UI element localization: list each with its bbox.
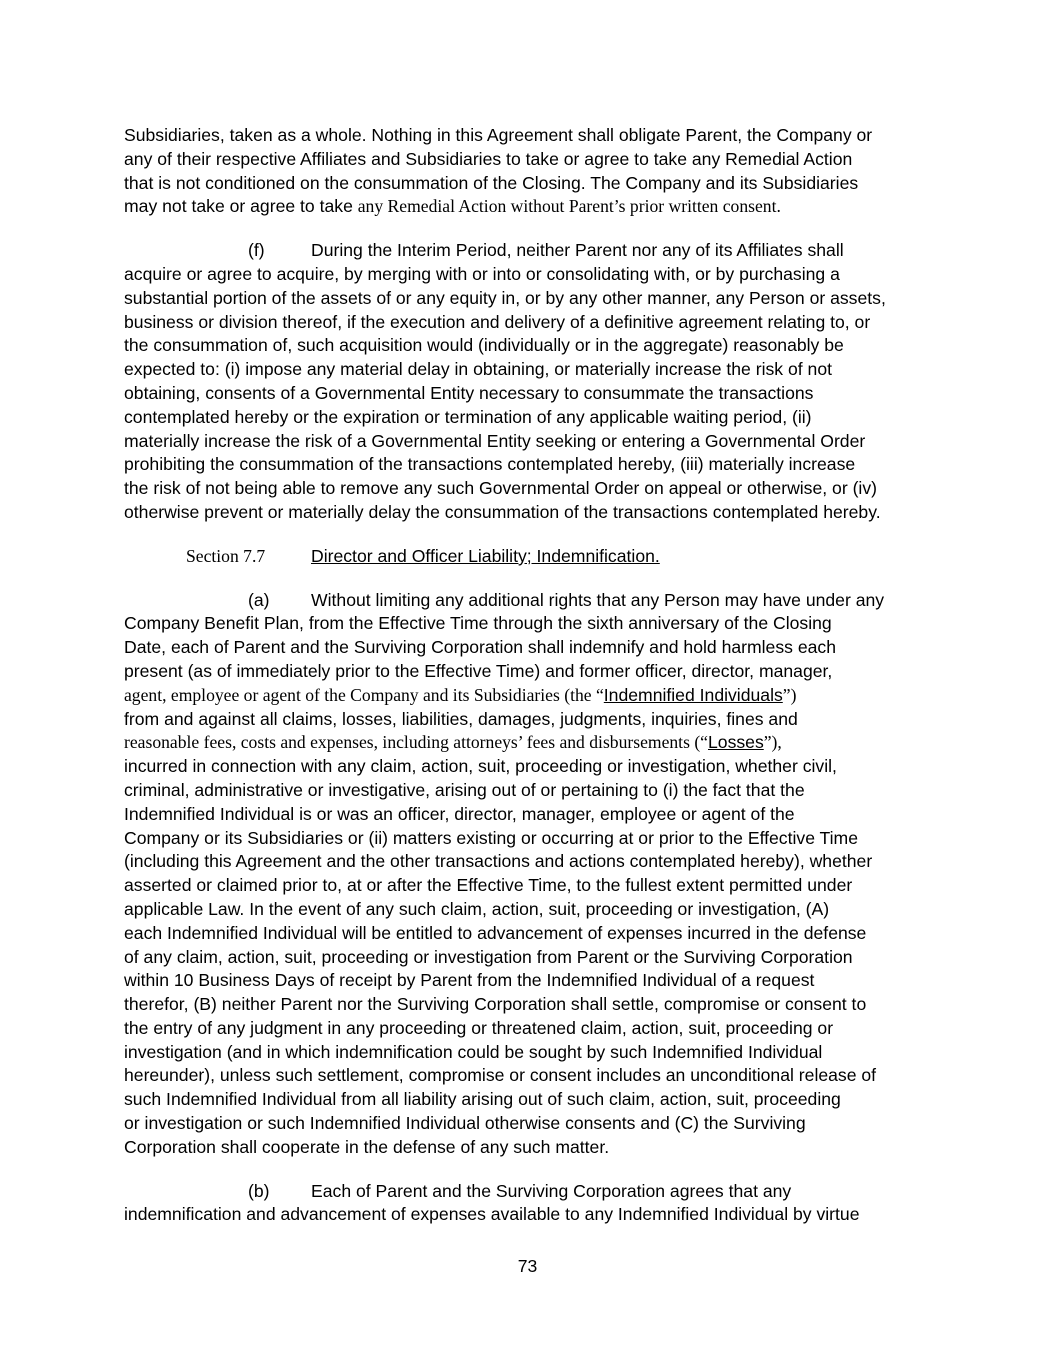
text-line [124,239,944,263]
text-line: expected to: (i) impose any material delay in obtaining, or materially increase the risk of not [124,359,833,380]
text-line: any of their respective Affiliates and Subsidiaries to take or agree to take any Remedial Action [124,148,853,169]
text-line: the consummation of, such acquisition would (individually or in the aggregate) reasonably be [124,335,844,356]
text-line: incurred in connection with any claim, action, suit, proceeding or investigation, whether civil, [124,756,837,777]
paragraph-a [124,589,944,1160]
text-line: materially increase the risk of a Governmental Entity seeking or entering a Governmental Order [124,430,866,451]
text-line: investigation (and in which indemnification could be sought by such Indemnified Individual [124,1041,823,1062]
text-line [124,684,944,708]
paragraph-marker: (f) [248,240,265,261]
paragraph-f [124,239,944,525]
text-line: applicable Law. In the event of any such claim, action, suit, proceeding or investigation, (A) [124,898,830,919]
text-line [124,589,944,613]
section-title: Director and Officer Liability; Indemnification. [311,545,660,566]
text-line: (including this Agreement and the other transactions and actions contemplated hereby), whether [124,851,873,872]
text-fragment-serif: ”) [782,684,797,705]
text-line: Corporation shall cooperate in the defense of any such matter. [124,1136,610,1157]
text-line: therefor, (B) neither Parent nor the Surviving Corporation shall settle, compromise or consent to [124,994,867,1015]
text-line: such Indemnified Individual from all liability arising out of such claim, action, suit, proceeding [124,1089,841,1110]
text-line: obtaining, consents of a Governmental Entity necessary to consummate the transactions [124,382,814,403]
text-line: Subsidiaries, taken as a whole. Nothing in this Agreement shall obligate Parent, the Company or [124,125,873,145]
paragraph-marker: (a) [248,589,270,610]
text-line: substantial portion of the assets of or any equity in, or by any other manner, any Person or assets, [124,287,886,308]
section-number: Section 7.7 [186,545,266,566]
paragraph-marker: (b) [248,1180,270,1201]
defined-term: Indemnified Individuals [603,684,783,705]
text-fragment-serif: ”), [763,732,782,753]
text-line: asserted or claimed prior to, at or after the Effective Time, to the fullest extent permitted under [124,875,853,896]
text-line: from and against all claims, losses, liabilities, damages, judgments, inquiries, fines and [124,708,798,729]
text-line [124,1180,944,1204]
defined-term: Losses [708,732,764,753]
text-line: Indemnified Individual is or was an officer, director, manager, employee or agent of the [124,803,795,824]
text-line: criminal, administrative or investigative, arising out of or pertaining to (i) the fact that the [124,779,805,800]
text-line: Company or its Subsidiaries or (ii) matters existing or occurring at or prior to the Effective Time [124,827,858,848]
text-line: or investigation or such Indemnified Individual otherwise consents and (C) the Surviving [124,1113,806,1134]
text-line [124,731,944,755]
text-line: the entry of any judgment in any proceeding or threatened claim, action, suit, proceeding or [124,1017,834,1038]
document-page [124,124,944,1247]
paragraph-b [124,1180,944,1228]
text-line: contemplated hereby or the expiration or termination of any applicable waiting period, (ii) [124,406,812,427]
text-line: hereunder), unless such settlement, compromise or consent includes an unconditional release of [124,1065,877,1086]
text-line: within 10 Business Days of receipt by Parent from the Indemnified Individual of a request [124,970,815,991]
text-line: each Indemnified Individual will be entitled to advancement of expenses incurred in the defense [124,922,867,943]
text-line: Date, each of Parent and the Surviving Corporation shall indemnify and hold harmless each [124,637,836,658]
text-fragment-serif: agent, employee or agent of the Company and its Subsidiaries (the “ [124,684,604,705]
text-line: that is not conditioned on the consummation of the Closing. The Company and its Subsidiaries [124,172,859,193]
text-fragment: may not take or agree to take [124,196,358,217]
text-line: of any claim, action, suit, proceeding or investigation from Parent or the Surviving Corporation [124,946,853,967]
text-line: otherwise prevent or materially delay the consummation of the transactions contemplated hereby. [124,501,881,522]
text-line: Company Benefit Plan, from the Effective Time through the sixth anniversary of the Closing [124,613,832,634]
text-line [124,195,944,219]
text-line: prohibiting the consummation of the transactions contemplated hereby, (iii) materially increase [124,454,856,475]
page-number: 73 [517,1256,538,1276]
text-fragment: During the Interim Period, neither Parent nor any of its Affiliates shall [311,240,844,261]
text-fragment: Each of Parent and the Surviving Corporation agrees that any [311,1180,792,1201]
text-line: indemnification and advancement of expenses available to any Indemnified Individual by virtue [124,1204,860,1225]
text-fragment: Without limiting any additional rights that any Person may have under any [311,589,885,610]
text-line: present (as of immediately prior to the Effective Time) and former officer, director, manager, [124,660,833,681]
text-line: business or division thereof, if the execution and delivery of a definitive agreement relating to, or [124,311,871,332]
text-line: the risk of not being able to remove any such Governmental Order on appeal or otherwise, or (iv) [124,478,878,499]
text-fragment-serif: any Remedial Action without Parent’s prior written consent. [357,196,781,217]
text-fragment-serif: reasonable fees, costs and expenses, including attorneys’ fees and disbursements (“ [124,732,708,753]
paragraph-continuation [124,124,944,219]
section-heading [124,545,944,569]
text-line: acquire or agree to acquire, by merging with or into or consolidating with, or by purchasing a [124,263,840,284]
